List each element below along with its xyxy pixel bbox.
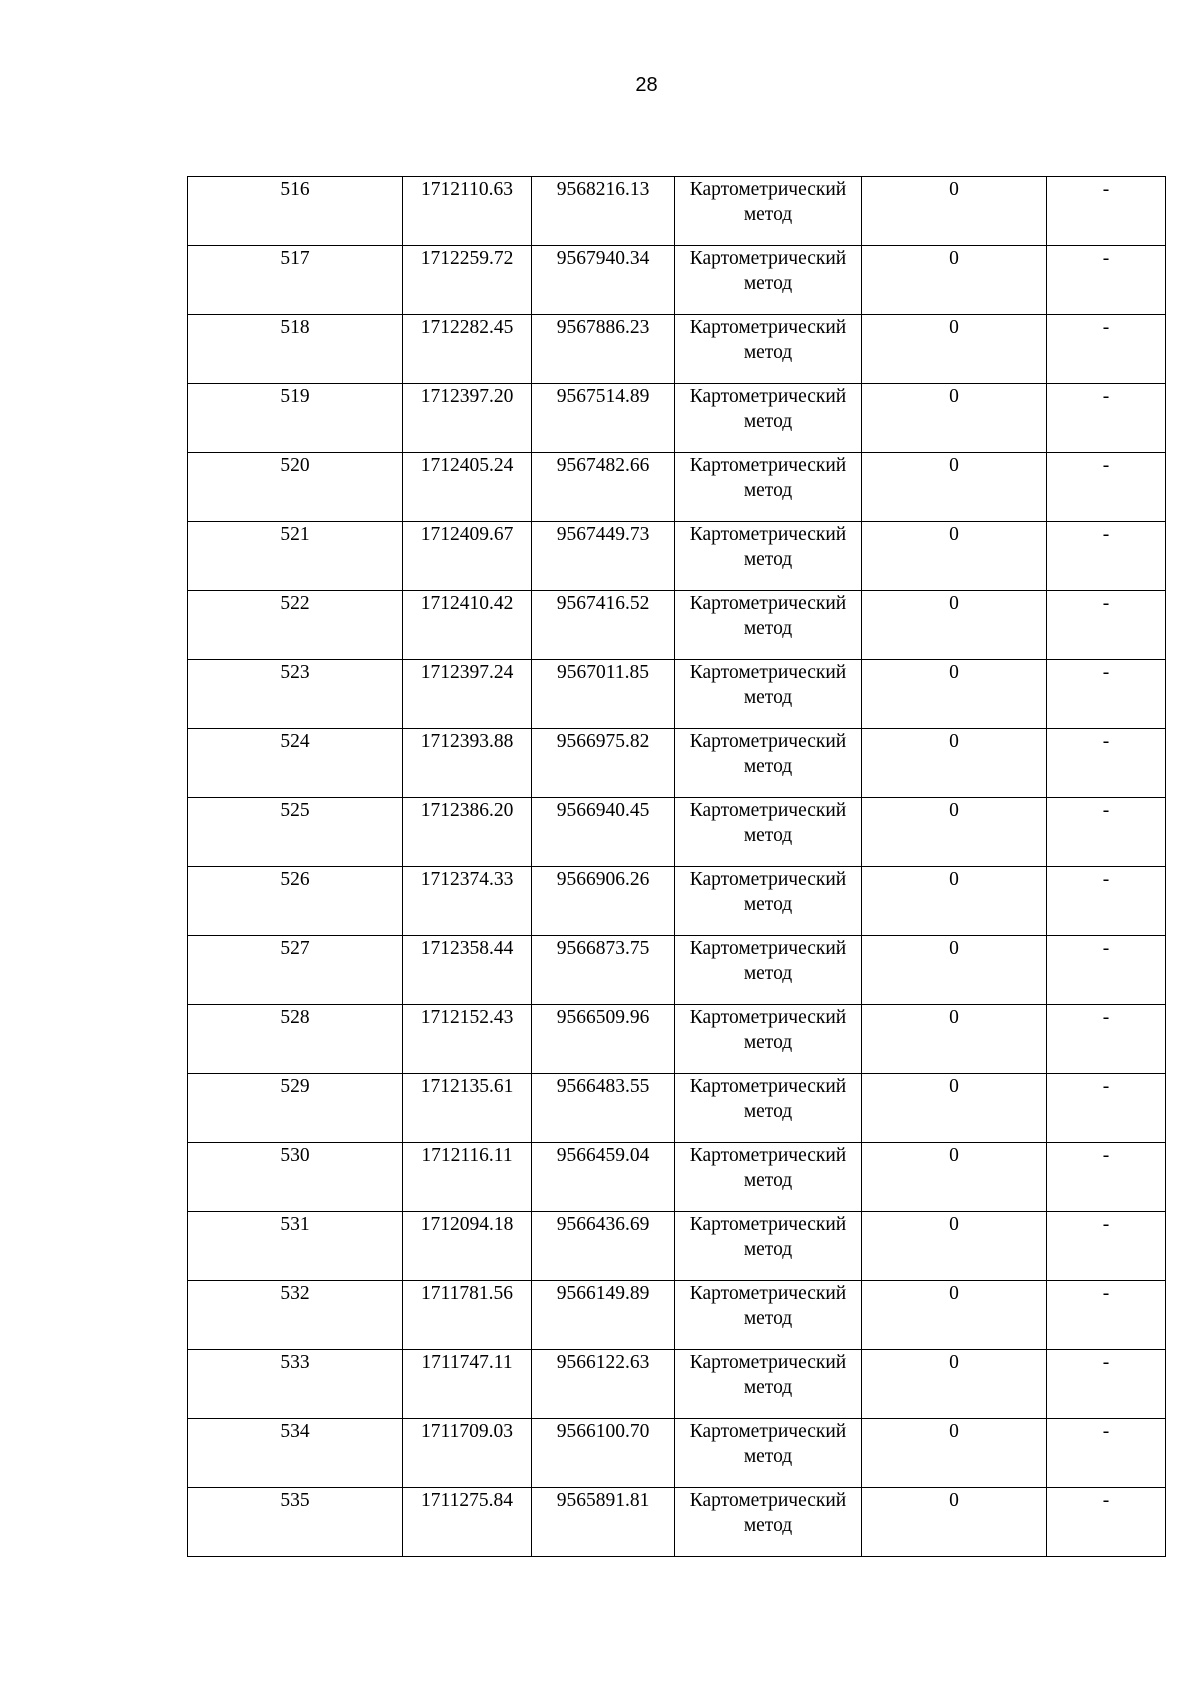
y-coordinate-cell	[532, 246, 675, 315]
x-coordinate-text: 1712397.20	[420, 386, 514, 407]
method-line-1: Картометрический	[689, 1007, 847, 1028]
x-coordinate-text: 1711747.11	[421, 1352, 513, 1373]
method-cell	[675, 1488, 862, 1557]
method-line-2: метод	[743, 273, 793, 294]
y-coordinate-cell	[532, 315, 675, 384]
y-coordinate-cell	[532, 729, 675, 798]
x-coordinate-cell	[403, 1281, 532, 1350]
x-coordinate-cell	[403, 246, 532, 315]
y-coordinate-text: 9566509.96	[556, 1007, 650, 1028]
y-coordinate-text: 9566906.26	[556, 869, 650, 890]
x-coordinate-cell	[403, 867, 532, 936]
note-text: -	[1102, 1283, 1110, 1304]
point-number-cell	[188, 453, 403, 522]
point-number-cell	[188, 1212, 403, 1281]
y-coordinate-cell	[532, 522, 675, 591]
note-text: -	[1102, 1076, 1110, 1097]
note-text: -	[1102, 800, 1110, 821]
method-line-1: Картометрический	[689, 179, 847, 200]
note-cell	[1047, 1419, 1166, 1488]
method-line-2: метод	[743, 756, 793, 777]
x-coordinate-cell	[403, 1212, 532, 1281]
note-cell	[1047, 798, 1166, 867]
point-number-text: 530	[280, 1145, 310, 1166]
x-coordinate-text: 1712410.42	[420, 593, 514, 614]
method-line-1: Картометрический	[689, 800, 847, 821]
method-line-1: Картометрический	[689, 1145, 847, 1166]
y-coordinate-text: 9567011.85	[557, 662, 649, 683]
x-coordinate-cell	[403, 1074, 532, 1143]
point-number-cell	[188, 1074, 403, 1143]
note-cell	[1047, 246, 1166, 315]
table-row	[188, 177, 1166, 246]
y-coordinate-text: 9567416.52	[556, 593, 650, 614]
note-text: -	[1102, 386, 1110, 407]
y-coordinate-cell	[532, 1281, 675, 1350]
x-coordinate-text: 1712397.24	[420, 662, 514, 683]
table-row	[188, 1074, 1166, 1143]
method-cell	[675, 1281, 862, 1350]
x-coordinate-text: 1712393.88	[420, 731, 514, 752]
method-cell	[675, 1005, 862, 1074]
note-cell	[1047, 1005, 1166, 1074]
y-coordinate-cell	[532, 1419, 675, 1488]
method-line-1: Картометрический	[689, 524, 847, 545]
point-number-text: 535	[280, 1490, 310, 1511]
method-cell	[675, 1074, 862, 1143]
method-line-2: метод	[743, 1377, 793, 1398]
error-cell	[862, 1005, 1047, 1074]
point-number-cell	[188, 1350, 403, 1419]
error-cell	[862, 384, 1047, 453]
error-cell	[862, 660, 1047, 729]
point-number-cell	[188, 1488, 403, 1557]
y-coordinate-cell	[532, 1005, 675, 1074]
error-cell	[862, 1143, 1047, 1212]
table-row	[188, 1212, 1166, 1281]
y-coordinate-text: 9567449.73	[556, 524, 650, 545]
method-line-1: Картометрический	[689, 1214, 847, 1235]
method-line-1: Картометрический	[689, 248, 847, 269]
point-number-cell	[188, 315, 403, 384]
note-cell	[1047, 1143, 1166, 1212]
note-text: -	[1102, 1007, 1110, 1028]
note-cell	[1047, 315, 1166, 384]
y-coordinate-text: 9567940.34	[556, 248, 650, 269]
y-coordinate-text: 9566122.63	[556, 1352, 650, 1373]
y-coordinate-text: 9566149.89	[556, 1283, 650, 1304]
y-coordinate-cell	[532, 591, 675, 660]
method-cell	[675, 867, 862, 936]
table-row	[188, 729, 1166, 798]
x-coordinate-text: 1712374.33	[420, 869, 514, 890]
note-text: -	[1102, 455, 1110, 476]
note-text: -	[1102, 731, 1110, 752]
table-row	[188, 936, 1166, 1005]
error-text: 0	[949, 179, 959, 200]
table-row	[188, 1143, 1166, 1212]
table-row	[188, 246, 1166, 315]
point-number-text: 516	[280, 179, 310, 200]
x-coordinate-cell	[403, 177, 532, 246]
note-text: -	[1102, 1214, 1110, 1235]
error-text: 0	[949, 1214, 959, 1235]
x-coordinate-text: 1712094.18	[420, 1214, 514, 1235]
method-line-1: Картометрический	[689, 1490, 847, 1511]
y-coordinate-text: 9566940.45	[556, 800, 650, 821]
note-cell	[1047, 729, 1166, 798]
method-cell	[675, 453, 862, 522]
point-number-text: 518	[280, 317, 310, 338]
x-coordinate-text: 1711275.84	[421, 1490, 513, 1511]
method-line-1: Картометрический	[689, 593, 847, 614]
method-line-1: Картометрический	[689, 1076, 847, 1097]
note-text: -	[1102, 1352, 1110, 1373]
y-coordinate-text: 9566436.69	[556, 1214, 650, 1235]
error-cell	[862, 1488, 1047, 1557]
y-coordinate-text: 9566975.82	[556, 731, 650, 752]
x-coordinate-text: 1712358.44	[420, 938, 514, 959]
method-cell	[675, 177, 862, 246]
method-line-2: метод	[743, 549, 793, 570]
error-text: 0	[949, 800, 959, 821]
method-line-1: Картометрический	[689, 938, 847, 959]
point-number-text: 532	[280, 1283, 310, 1304]
error-text: 0	[949, 731, 959, 752]
error-text: 0	[949, 1283, 959, 1304]
table-row	[188, 660, 1166, 729]
y-coordinate-cell	[532, 1074, 675, 1143]
point-number-text: 523	[280, 662, 310, 683]
error-text: 0	[949, 248, 959, 269]
y-coordinate-cell	[532, 177, 675, 246]
x-coordinate-cell	[403, 522, 532, 591]
method-cell	[675, 1419, 862, 1488]
point-number-text: 529	[280, 1076, 310, 1097]
note-cell	[1047, 1074, 1166, 1143]
point-number-cell	[188, 1005, 403, 1074]
x-coordinate-text: 1711709.03	[421, 1421, 513, 1442]
method-line-1: Картометрический	[689, 1283, 847, 1304]
note-text: -	[1102, 317, 1110, 338]
point-number-cell	[188, 936, 403, 1005]
note-text: -	[1102, 593, 1110, 614]
note-cell	[1047, 453, 1166, 522]
point-number-cell	[188, 1281, 403, 1350]
point-number-text: 527	[280, 938, 310, 959]
error-cell	[862, 177, 1047, 246]
error-text: 0	[949, 1145, 959, 1166]
x-coordinate-text: 1712110.63	[421, 179, 513, 200]
method-line-1: Картометрический	[689, 731, 847, 752]
x-coordinate-cell	[403, 936, 532, 1005]
table-row	[188, 384, 1166, 453]
x-coordinate-text: 1712135.61	[420, 1076, 514, 1097]
method-line-2: метод	[743, 204, 793, 225]
method-cell	[675, 1350, 862, 1419]
y-coordinate-cell	[532, 936, 675, 1005]
point-number-text: 525	[280, 800, 310, 821]
error-text: 0	[949, 869, 959, 890]
x-coordinate-cell	[403, 315, 532, 384]
method-line-1: Картометрический	[689, 662, 847, 683]
y-coordinate-cell	[532, 1143, 675, 1212]
error-cell	[862, 798, 1047, 867]
x-coordinate-cell	[403, 1005, 532, 1074]
method-cell	[675, 936, 862, 1005]
method-line-2: метод	[743, 1101, 793, 1122]
method-line-2: метод	[743, 1446, 793, 1467]
point-number-text: 531	[280, 1214, 310, 1235]
y-coordinate-text: 9565891.81	[556, 1490, 650, 1511]
y-coordinate-cell	[532, 798, 675, 867]
method-cell	[675, 384, 862, 453]
y-coordinate-cell	[532, 660, 675, 729]
error-cell	[862, 1212, 1047, 1281]
x-coordinate-cell	[403, 591, 532, 660]
note-text: -	[1102, 179, 1110, 200]
table-row	[188, 522, 1166, 591]
point-number-text: 520	[280, 455, 310, 476]
error-cell	[862, 1419, 1047, 1488]
note-text: -	[1102, 1490, 1110, 1511]
method-cell	[675, 591, 862, 660]
method-cell	[675, 660, 862, 729]
method-line-1: Картометрический	[689, 455, 847, 476]
method-line-2: метод	[743, 825, 793, 846]
x-coordinate-text: 1711781.56	[421, 1283, 513, 1304]
point-number-cell	[188, 729, 403, 798]
note-text: -	[1102, 869, 1110, 890]
note-cell	[1047, 384, 1166, 453]
x-coordinate-cell	[403, 384, 532, 453]
point-number-text: 519	[280, 386, 310, 407]
note-cell	[1047, 1281, 1166, 1350]
point-number-text: 524	[280, 731, 310, 752]
point-number-text: 526	[280, 869, 310, 890]
note-text: -	[1102, 1145, 1110, 1166]
y-coordinate-text: 9566873.75	[556, 938, 650, 959]
error-text: 0	[949, 1421, 959, 1442]
method-line-2: метод	[743, 1239, 793, 1260]
point-number-cell	[188, 798, 403, 867]
x-coordinate-text: 1712386.20	[420, 800, 514, 821]
y-coordinate-cell	[532, 384, 675, 453]
error-cell	[862, 936, 1047, 1005]
x-coordinate-text: 1712405.24	[420, 455, 514, 476]
point-number-cell	[188, 660, 403, 729]
x-coordinate-text: 1712282.45	[420, 317, 514, 338]
error-cell	[862, 522, 1047, 591]
y-coordinate-cell	[532, 453, 675, 522]
error-text: 0	[949, 938, 959, 959]
table-row	[188, 1488, 1166, 1557]
point-number-text: 528	[280, 1007, 310, 1028]
method-line-2: метод	[743, 411, 793, 432]
note-cell	[1047, 1350, 1166, 1419]
method-line-1: Картометрический	[689, 317, 847, 338]
table-body	[188, 177, 1166, 1557]
x-coordinate-cell	[403, 1488, 532, 1557]
point-number-cell	[188, 522, 403, 591]
method-line-2: метод	[743, 342, 793, 363]
x-coordinate-cell	[403, 660, 532, 729]
coordinates-table	[187, 176, 1166, 1557]
x-coordinate-cell	[403, 798, 532, 867]
y-coordinate-text: 9568216.13	[556, 179, 650, 200]
method-line-2: метод	[743, 480, 793, 501]
method-line-2: метод	[743, 1170, 793, 1191]
note-text: -	[1102, 662, 1110, 683]
note-cell	[1047, 1212, 1166, 1281]
note-text: -	[1102, 1421, 1110, 1442]
y-coordinate-text: 9566483.55	[556, 1076, 650, 1097]
method-cell	[675, 315, 862, 384]
point-number-cell	[188, 384, 403, 453]
error-text: 0	[949, 662, 959, 683]
error-cell	[862, 729, 1047, 798]
error-text: 0	[949, 593, 959, 614]
note-cell	[1047, 591, 1166, 660]
table-row	[188, 1419, 1166, 1488]
method-line-1: Картометрический	[689, 1352, 847, 1373]
x-coordinate-text: 1712409.67	[420, 524, 514, 545]
point-number-cell	[188, 1419, 403, 1488]
point-number-text: 522	[280, 593, 310, 614]
point-number-text: 521	[280, 524, 310, 545]
x-coordinate-text: 1712259.72	[420, 248, 514, 269]
method-cell	[675, 246, 862, 315]
point-number-text: 533	[280, 1352, 310, 1373]
table-row	[188, 1005, 1166, 1074]
note-cell	[1047, 1488, 1166, 1557]
error-text: 0	[949, 317, 959, 338]
method-line-2: метод	[743, 1308, 793, 1329]
y-coordinate-cell	[532, 1212, 675, 1281]
error-cell	[862, 1350, 1047, 1419]
point-number-cell	[188, 177, 403, 246]
note-cell	[1047, 660, 1166, 729]
table-row	[188, 315, 1166, 384]
method-line-2: метод	[743, 963, 793, 984]
method-cell	[675, 1143, 862, 1212]
error-text: 0	[949, 1490, 959, 1511]
error-text: 0	[949, 1007, 959, 1028]
note-text: -	[1102, 524, 1110, 545]
y-coordinate-text: 9567514.89	[556, 386, 650, 407]
point-number-text: 534	[280, 1421, 310, 1442]
y-coordinate-cell	[532, 1488, 675, 1557]
y-coordinate-text: 9566459.04	[556, 1145, 650, 1166]
error-text: 0	[949, 1076, 959, 1097]
error-text: 0	[949, 1352, 959, 1373]
x-coordinate-text: 1712152.43	[420, 1007, 514, 1028]
table-row	[188, 798, 1166, 867]
method-cell	[675, 522, 862, 591]
note-cell	[1047, 936, 1166, 1005]
method-line-2: метод	[743, 687, 793, 708]
note-cell	[1047, 177, 1166, 246]
note-cell	[1047, 522, 1166, 591]
table-row	[188, 1350, 1166, 1419]
note-text: -	[1102, 938, 1110, 959]
x-coordinate-cell	[403, 1419, 532, 1488]
point-number-cell	[188, 591, 403, 660]
method-line-2: метод	[743, 1515, 793, 1536]
note-cell	[1047, 867, 1166, 936]
y-coordinate-cell	[532, 867, 675, 936]
error-cell	[862, 246, 1047, 315]
page-number: 28	[635, 74, 658, 96]
error-cell	[862, 315, 1047, 384]
method-line-2: метод	[743, 1032, 793, 1053]
table-row	[188, 1281, 1166, 1350]
method-line-2: метод	[743, 618, 793, 639]
y-coordinate-text: 9566100.70	[556, 1421, 650, 1442]
error-text: 0	[949, 386, 959, 407]
y-coordinate-text: 9567482.66	[556, 455, 650, 476]
point-number-cell	[188, 867, 403, 936]
x-coordinate-text: 1712116.11	[421, 1145, 513, 1166]
method-line-1: Картометрический	[689, 386, 847, 407]
error-cell	[862, 453, 1047, 522]
error-text: 0	[949, 455, 959, 476]
method-cell	[675, 729, 862, 798]
method-line-1: Картометрический	[689, 1421, 847, 1442]
table-row	[188, 867, 1166, 936]
y-coordinate-cell	[532, 1350, 675, 1419]
method-line-2: метод	[743, 894, 793, 915]
point-number-text: 517	[280, 248, 310, 269]
error-cell	[862, 867, 1047, 936]
method-cell	[675, 1212, 862, 1281]
x-coordinate-cell	[403, 453, 532, 522]
point-number-cell	[188, 246, 403, 315]
error-cell	[862, 1074, 1047, 1143]
method-cell	[675, 798, 862, 867]
y-coordinate-text: 9567886.23	[556, 317, 650, 338]
note-text: -	[1102, 248, 1110, 269]
table-row	[188, 453, 1166, 522]
table-row	[188, 591, 1166, 660]
x-coordinate-cell	[403, 729, 532, 798]
method-line-1: Картометрический	[689, 869, 847, 890]
x-coordinate-cell	[403, 1143, 532, 1212]
x-coordinate-cell	[403, 1350, 532, 1419]
error-cell	[862, 1281, 1047, 1350]
error-text: 0	[949, 524, 959, 545]
point-number-cell	[188, 1143, 403, 1212]
error-cell	[862, 591, 1047, 660]
